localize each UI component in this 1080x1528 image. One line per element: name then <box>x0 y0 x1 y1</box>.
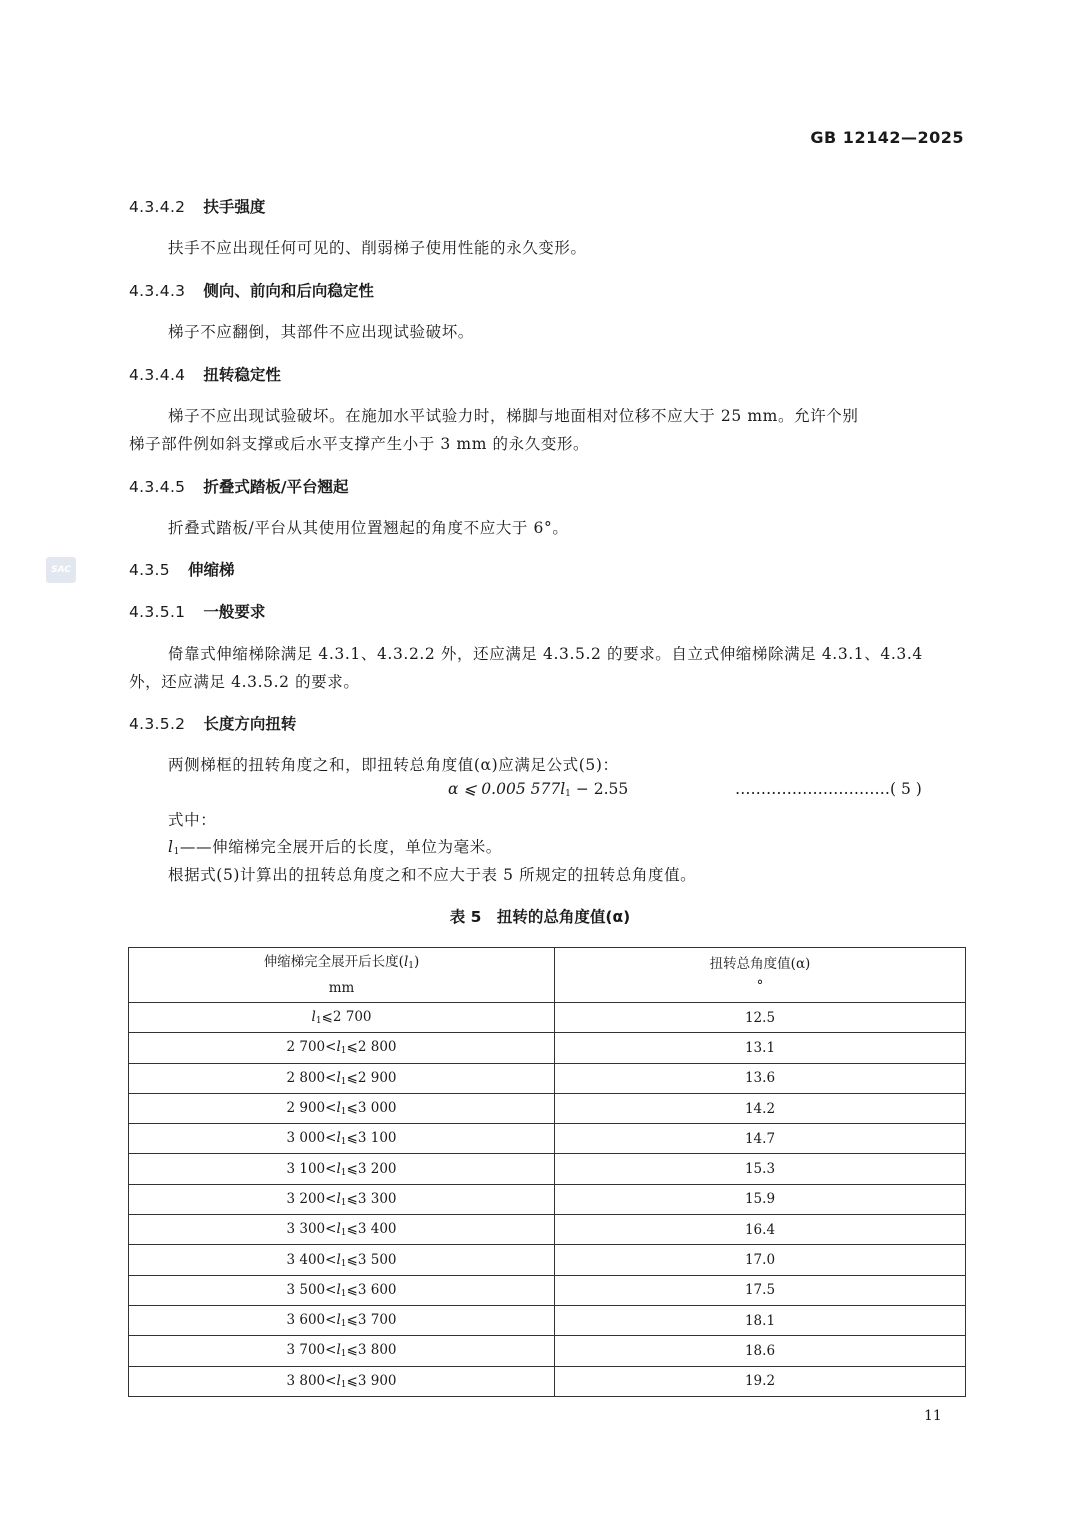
table-caption: 表 5 扭转的总角度值(α) <box>449 908 631 926</box>
def-subscript: 1 <box>173 847 180 857</box>
angle-value-cell: 17.5 <box>555 1275 966 1305</box>
where-label: 式中： <box>168 811 217 829</box>
header-length-label: 伸缩梯完全展开后长度( <box>263 954 404 970</box>
range-var: l <box>336 1039 341 1056</box>
length-range-cell: 3 $800<l_1⩽3$ 900 <box>129 1366 555 1396</box>
range-sub: 1 <box>340 1319 347 1330</box>
range-sub: 1 <box>340 1197 347 1208</box>
range-var: l <box>336 1221 341 1238</box>
range-var: l <box>336 1281 341 1298</box>
length-range-cell: 2 $800<l_1⩽2$ 900 <box>129 1063 555 1093</box>
range-sub: 1 <box>340 1137 347 1148</box>
range-var: l <box>336 1130 341 1147</box>
range-sub: 1 <box>340 1046 347 1057</box>
table-header-row <box>129 948 966 1003</box>
range-low: 3 800 <box>286 1372 326 1389</box>
section-title: 长度方向扭转 <box>203 715 297 733</box>
section-number: 4.3.5.1 <box>129 603 186 621</box>
range-high: 3 400 <box>357 1221 397 1238</box>
range-high: 2 900 <box>357 1069 397 1086</box>
paragraph-continuation: 梯子部件例如斜支撑或后水平支撑产生小于 3 mm 的永久变形。 <box>129 435 590 453</box>
table-row <box>129 1245 966 1275</box>
def-text: ——伸缩梯完全展开后的长度，单位为毫米。 <box>179 838 502 856</box>
paragraph: 梯子不应翻倒，其部件不应出现试验破坏。 <box>168 323 474 341</box>
header-length <box>129 948 555 1003</box>
range-sub: 1 <box>340 1076 347 1087</box>
range-high: 3 200 <box>357 1160 397 1177</box>
range-sub: 1 <box>340 1107 347 1118</box>
range-sub: 1 <box>340 1228 347 1239</box>
formula <box>448 780 628 799</box>
table-row <box>129 1215 966 1245</box>
range-high: 3 600 <box>357 1281 397 1298</box>
angle-value-cell: 12.5 <box>555 1003 966 1033</box>
range-low: 2 700 <box>286 1039 326 1056</box>
angle-value-cell: 19.2 <box>555 1366 966 1396</box>
range-sub: 1 <box>340 1379 347 1390</box>
table-row <box>129 1336 966 1366</box>
section-number: 4.3.4.2 <box>129 198 186 216</box>
table-row <box>129 1154 966 1184</box>
section-title: 扶手强度 <box>203 198 266 216</box>
range-var: l <box>336 1069 341 1086</box>
range-var: l <box>336 1312 341 1329</box>
paragraph: 根据式(5)计算出的扭转总角度之和不应大于表 5 所规定的扭转总角度值。 <box>168 866 697 884</box>
range-high: 2 800 <box>357 1039 397 1056</box>
formula-sub: 1 <box>565 789 571 799</box>
document-id: GB 12142—2025 <box>810 128 964 147</box>
range-low: 3 000 <box>286 1130 326 1147</box>
header-angle-unit: ° <box>756 978 764 994</box>
table-row <box>129 1003 966 1033</box>
table-row <box>129 1093 966 1123</box>
table-row <box>129 1275 966 1305</box>
length-range-cell: 3 $000<l_1⩽3$ 100 <box>129 1124 555 1154</box>
table-row <box>129 1184 966 1214</box>
section-number: 4.3.4.4 <box>129 366 186 384</box>
table-row <box>129 1305 966 1335</box>
angle-value-cell: 13.6 <box>555 1063 966 1093</box>
table-row <box>129 1063 966 1093</box>
header-length-sub: 1 <box>408 961 415 971</box>
section-heading <box>129 558 234 580</box>
length-range-cell: 3 $700<l_1⩽3$ 800 <box>129 1336 555 1366</box>
paragraph: 两侧梯框的扭转角度之和，即扭转总角度值(α)应满足公式(5)： <box>168 756 619 774</box>
range-high: 3 700 <box>357 1312 397 1329</box>
angle-value-cell: 14.2 <box>555 1093 966 1123</box>
section-title: 折叠式踏板/平台翘起 <box>203 478 349 496</box>
range-low: 3 400 <box>286 1251 326 1268</box>
paragraph-continuation: 外，还应满足 4.3.5.2 的要求。 <box>129 673 360 691</box>
range-high: 3 000 <box>357 1100 397 1117</box>
range-var: l <box>336 1372 341 1389</box>
section-heading <box>129 363 281 385</box>
range-sub: 1 <box>340 1167 347 1178</box>
formula-number: …………………………( 5 ) <box>735 780 922 798</box>
angle-value-cell: 18.1 <box>555 1305 966 1335</box>
range-high: 3 900 <box>357 1372 397 1389</box>
range-var: l <box>336 1342 341 1359</box>
formula-rhs: − 2.55 <box>570 780 629 798</box>
range-low: 2 900 <box>286 1100 326 1117</box>
range-low: 3 300 <box>286 1221 326 1238</box>
paragraph: 梯子不应出现试验破坏。在施加水平试验力时，梯脚与地面相对位移不应大于 25 mm。允许个别 <box>168 407 859 425</box>
table-row <box>129 1124 966 1154</box>
range-low: 3 200 <box>286 1190 326 1207</box>
torsion-angle-table <box>128 947 966 1397</box>
range-var: l <box>336 1251 341 1268</box>
section-heading <box>129 475 349 497</box>
variable-definition <box>168 835 502 857</box>
section-number: 4.3.5 <box>129 561 170 579</box>
range-sub: 1 <box>340 1258 347 1269</box>
range-high: 2 700 <box>332 1009 372 1026</box>
formula-lhs: α ⩽ 0.005 577 <box>448 780 561 798</box>
header-length-var: l <box>403 954 409 970</box>
range-high: 3 300 <box>357 1190 397 1207</box>
header-angle-label: 扭转总角度值(α) <box>709 956 811 972</box>
length-range-cell: 3 $400<l_1⩽3$ 500 <box>129 1245 555 1275</box>
length-range-cell: 3 $100<l_1⩽3$ 200 <box>129 1154 555 1184</box>
range-var: l <box>336 1100 341 1117</box>
length-range-cell: 3 $200<l_1⩽3$ 300 <box>129 1184 555 1214</box>
header-length-unit: mm <box>328 980 355 996</box>
paragraph: 倚靠式伸缩梯除满足 4.3.1、4.3.2.2 外，还应满足 4.3.5.2 的要求。自立式伸缩梯除满足 4.3.1、4.3.4 <box>168 645 923 663</box>
range-high: 3 100 <box>357 1130 397 1147</box>
formula-var: l <box>560 780 566 798</box>
paragraph: 扶手不应出现任何可见的、削弱梯子使用性能的永久变形。 <box>168 239 587 257</box>
header-length-close: ) <box>414 954 420 970</box>
range-low: 3 600 <box>286 1312 326 1329</box>
section-heading <box>129 712 296 734</box>
range-sub: 1 <box>340 1288 347 1299</box>
table-row <box>129 1033 966 1063</box>
length-range-cell: 3 $300<l_1⩽3$ 400 <box>129 1215 555 1245</box>
length-range-cell: 3 $600<l_1⩽3$ 700 <box>129 1305 555 1335</box>
range-high: 3 500 <box>357 1251 397 1268</box>
angle-value-cell: 15.9 <box>555 1184 966 1214</box>
length-range-cell: 2 $700<l_1⩽2$ 800 <box>129 1033 555 1063</box>
section-title: 侧向、前向和后向稳定性 <box>203 282 374 300</box>
section-title: 一般要求 <box>203 603 266 621</box>
section-number: 4.3.5.2 <box>129 715 186 733</box>
range-low: 3 700 <box>286 1342 326 1359</box>
section-number: 4.3.4.3 <box>129 282 186 300</box>
angle-value-cell: 14.7 <box>555 1124 966 1154</box>
range-var: l <box>336 1190 341 1207</box>
angle-value-cell: 13.1 <box>555 1033 966 1063</box>
range-low: 3 500 <box>286 1281 326 1298</box>
length-range-cell: $l_1⩽2$ 700 <box>129 1003 555 1033</box>
section-heading <box>129 279 374 301</box>
range-var: l <box>336 1160 341 1177</box>
def-symbol: l <box>168 838 174 856</box>
range-low: 3 100 <box>286 1160 326 1177</box>
page-number: 11 <box>924 1408 942 1424</box>
range-low: 2 800 <box>286 1069 326 1086</box>
angle-value-cell: 16.4 <box>555 1215 966 1245</box>
section-title: 伸缩梯 <box>187 561 235 579</box>
table-row <box>129 1366 966 1396</box>
length-range-cell: 3 $500<l_1⩽3$ 600 <box>129 1275 555 1305</box>
paragraph: 折叠式踏板/平台从其使用位置翘起的角度不应大于 6°。 <box>168 519 569 537</box>
angle-value-cell: 17.0 <box>555 1245 966 1275</box>
range-var: l <box>311 1009 316 1026</box>
header-angle <box>555 948 966 1003</box>
length-range-cell: 2 $900<l_1⩽3$ 000 <box>129 1093 555 1123</box>
section-heading <box>129 195 265 217</box>
range-sub: 1 <box>340 1349 347 1360</box>
section-title: 扭转稳定性 <box>203 366 281 384</box>
sac-watermark-logo: SAC <box>46 557 76 583</box>
range-sub: 1 <box>315 1016 322 1027</box>
angle-value-cell: 15.3 <box>555 1154 966 1184</box>
angle-value-cell: 18.6 <box>555 1336 966 1366</box>
section-number: 4.3.4.5 <box>129 478 186 496</box>
section-heading <box>129 600 265 622</box>
range-high: 3 800 <box>357 1342 397 1359</box>
